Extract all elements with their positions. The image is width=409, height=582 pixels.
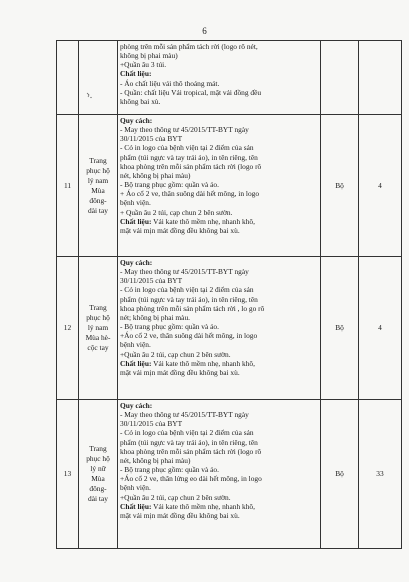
specification-table bbox=[56, 40, 402, 549]
description-line: +Áo cổ 2 ve, thân suông dài hết mông, in logo bbox=[120, 331, 258, 341]
material-text: Vải kate thô mềm nhẹ, nhanh khô, bbox=[151, 501, 255, 511]
description-line: + Áo cổ 2 ve, thân suông dài hết mông, in logo bbox=[120, 189, 260, 199]
scan-speck-mark bbox=[86, 92, 93, 99]
cell-quantity: 4 bbox=[359, 115, 402, 257]
cell-stt bbox=[57, 41, 79, 115]
material-text: Vải kate thô mềm nhẹ, nhanh khô, bbox=[151, 216, 255, 226]
item-name-line: Mùa hè- bbox=[85, 333, 111, 342]
description-line: - May theo thông tư 45/2015/TT-BYT ngày bbox=[120, 267, 249, 277]
item-name-line: phục hộ bbox=[86, 313, 110, 322]
description-line: phẩm (túi ngực và tay trái áo), in tên riêng, tên bbox=[120, 152, 258, 162]
item-name-line: lý nữ bbox=[90, 464, 106, 473]
section-heading: Chất liệu: bbox=[120, 69, 152, 79]
description-line bbox=[120, 217, 318, 226]
item-name-line: dài tay bbox=[88, 494, 108, 503]
description-line: phẩm (túi ngực và tay trái áo), in tên riêng, tên bbox=[120, 294, 258, 304]
description-line: +Áo cổ 2 ve, thân lửng eo dài hết mông, in logo bbox=[120, 474, 262, 484]
description-line: - Có in logo của bệnh viện tại 2 điểm của sản bbox=[120, 285, 254, 295]
cell-unit bbox=[321, 41, 359, 115]
item-name-line: cộc tay bbox=[87, 343, 109, 352]
description-line: phòng trên mỗi sản phẩm tách rời (logo rõ nét, bbox=[120, 42, 258, 51]
cell-unit: Bộ bbox=[321, 400, 359, 549]
description-line: nét, không bị phai màu) bbox=[120, 170, 191, 180]
description-line: 30/11/2015 của BYT bbox=[120, 419, 183, 429]
cell-quantity bbox=[359, 41, 402, 115]
description-line: 30/11/2015 của BYT bbox=[120, 276, 183, 286]
item-name-line: phục hộ bbox=[86, 165, 110, 175]
description-line: +Quần âu 2 túi, cạp chun 2 bên sườn. bbox=[120, 349, 231, 359]
material-label: Chất liệu: bbox=[120, 216, 152, 226]
cell-name bbox=[79, 400, 118, 549]
description-line: mặt vải mịn mát đồng đều không bai xù. bbox=[120, 225, 240, 235]
description-line: nét, không bị phai màu) bbox=[120, 455, 191, 465]
description-line: bệnh viện. bbox=[120, 340, 151, 350]
description-line: không bị phai màu) bbox=[120, 51, 178, 61]
cell-stt: 12 bbox=[57, 257, 79, 400]
item-name-line: phục hộ bbox=[86, 454, 110, 463]
item-name-line: Trang bbox=[89, 155, 107, 165]
material-label: Chất liệu: bbox=[120, 358, 152, 368]
description-line: - Bộ trang phục gồm: quần và áo. bbox=[120, 180, 219, 190]
item-name-line: Trang bbox=[89, 303, 107, 312]
description-line: - Áo chất liệu vải thô thoáng mát. bbox=[120, 78, 220, 88]
item-name-line: Mùa bbox=[91, 474, 105, 483]
item-name-line: Trang bbox=[89, 444, 107, 453]
description-line: phẩm (túi ngực và tay trái áo), in tên riêng, tên bbox=[120, 437, 258, 447]
section-heading: Quy cách: bbox=[120, 116, 153, 125]
cell-unit: Bộ bbox=[321, 115, 359, 257]
section-heading: Quy cách: bbox=[120, 258, 153, 267]
description-line: - Quần: chất liệu Vải tropical, mặt vải đồng đều bbox=[120, 87, 262, 97]
item-name-line: dài tay bbox=[88, 205, 108, 215]
description-line: + Quần âu 2 túi, cạp chun 2 bên sườn. bbox=[120, 207, 233, 217]
item-name-line: lý nam bbox=[87, 323, 109, 332]
cell-name bbox=[79, 115, 118, 257]
description-line: +Quần âu 2 túi, cạp chun 2 bên sườn. bbox=[120, 492, 231, 502]
cell-stt: 11 bbox=[57, 115, 79, 257]
description-line: - Bộ trang phục gồm: quần và áo. bbox=[120, 322, 219, 332]
material-text: Vải kate thô mềm nhẹ, nhanh khô, bbox=[151, 358, 255, 368]
page-number: 6 bbox=[202, 26, 207, 36]
description-line: nét; không bị phai màu. bbox=[120, 312, 190, 322]
description-line: 30/11/2015 của BYT bbox=[120, 134, 183, 144]
cell-description bbox=[118, 115, 321, 257]
table-row bbox=[57, 115, 402, 257]
description-line: - May theo thông tư 45/2015/TT-BYT ngày bbox=[120, 125, 249, 135]
cell-description bbox=[118, 257, 321, 400]
section-heading: Quy cách: bbox=[120, 401, 153, 410]
description-line bbox=[120, 359, 318, 368]
description-line: bệnh viện. bbox=[120, 198, 151, 208]
table-row bbox=[57, 257, 402, 400]
table-row-continuation bbox=[57, 41, 402, 115]
cell-stt: 13 bbox=[57, 400, 79, 549]
cell-description bbox=[118, 400, 321, 549]
description-line: mặt vải mịn mát đồng đều không bai xù. bbox=[120, 367, 240, 377]
cell-unit: Bộ bbox=[321, 257, 359, 400]
description-line: - Có in logo của bệnh viện tại 2 điểm của sản bbox=[120, 143, 254, 153]
cell-quantity: 4 bbox=[359, 257, 402, 400]
description-line: +Quần âu 3 túi. bbox=[120, 60, 167, 70]
description-line bbox=[120, 502, 318, 511]
description-line: - Bộ trang phục gồm: quần và áo. bbox=[120, 465, 219, 475]
cell-name bbox=[79, 41, 118, 115]
item-name-line: đông- bbox=[89, 195, 107, 205]
cell-description bbox=[118, 41, 321, 115]
material-label: Chất liệu: bbox=[120, 501, 152, 511]
table-body bbox=[57, 41, 402, 549]
description-line: - Có in logo của bệnh viện tại 2 điểm của sản bbox=[120, 428, 254, 438]
description-line: khoa phòng trên mỗi sản phẩm tách rời , lo go rõ bbox=[120, 303, 265, 313]
table-row bbox=[57, 400, 402, 549]
description-line: bệnh viện. bbox=[120, 483, 151, 493]
item-name-line: Mùa bbox=[91, 185, 105, 195]
cell-quantity: 33 bbox=[359, 400, 402, 549]
item-name-line: đông- bbox=[89, 484, 107, 493]
description-line: - May theo thông tư 45/2015/TT-BYT ngày bbox=[120, 410, 249, 420]
item-name-line: lý nam bbox=[87, 175, 109, 185]
cell-name bbox=[79, 257, 118, 400]
description-line: khoa phòng trên mỗi sản phẩm tách rời (logo rõ bbox=[120, 161, 262, 171]
description-line: không bai xù. bbox=[120, 96, 161, 106]
description-line: khoa phòng trên mỗi sản phẩm tách rời (logo rõ bbox=[120, 446, 262, 456]
description-line: mặt vải mịn mát đồng đều không bai xù. bbox=[120, 510, 240, 520]
